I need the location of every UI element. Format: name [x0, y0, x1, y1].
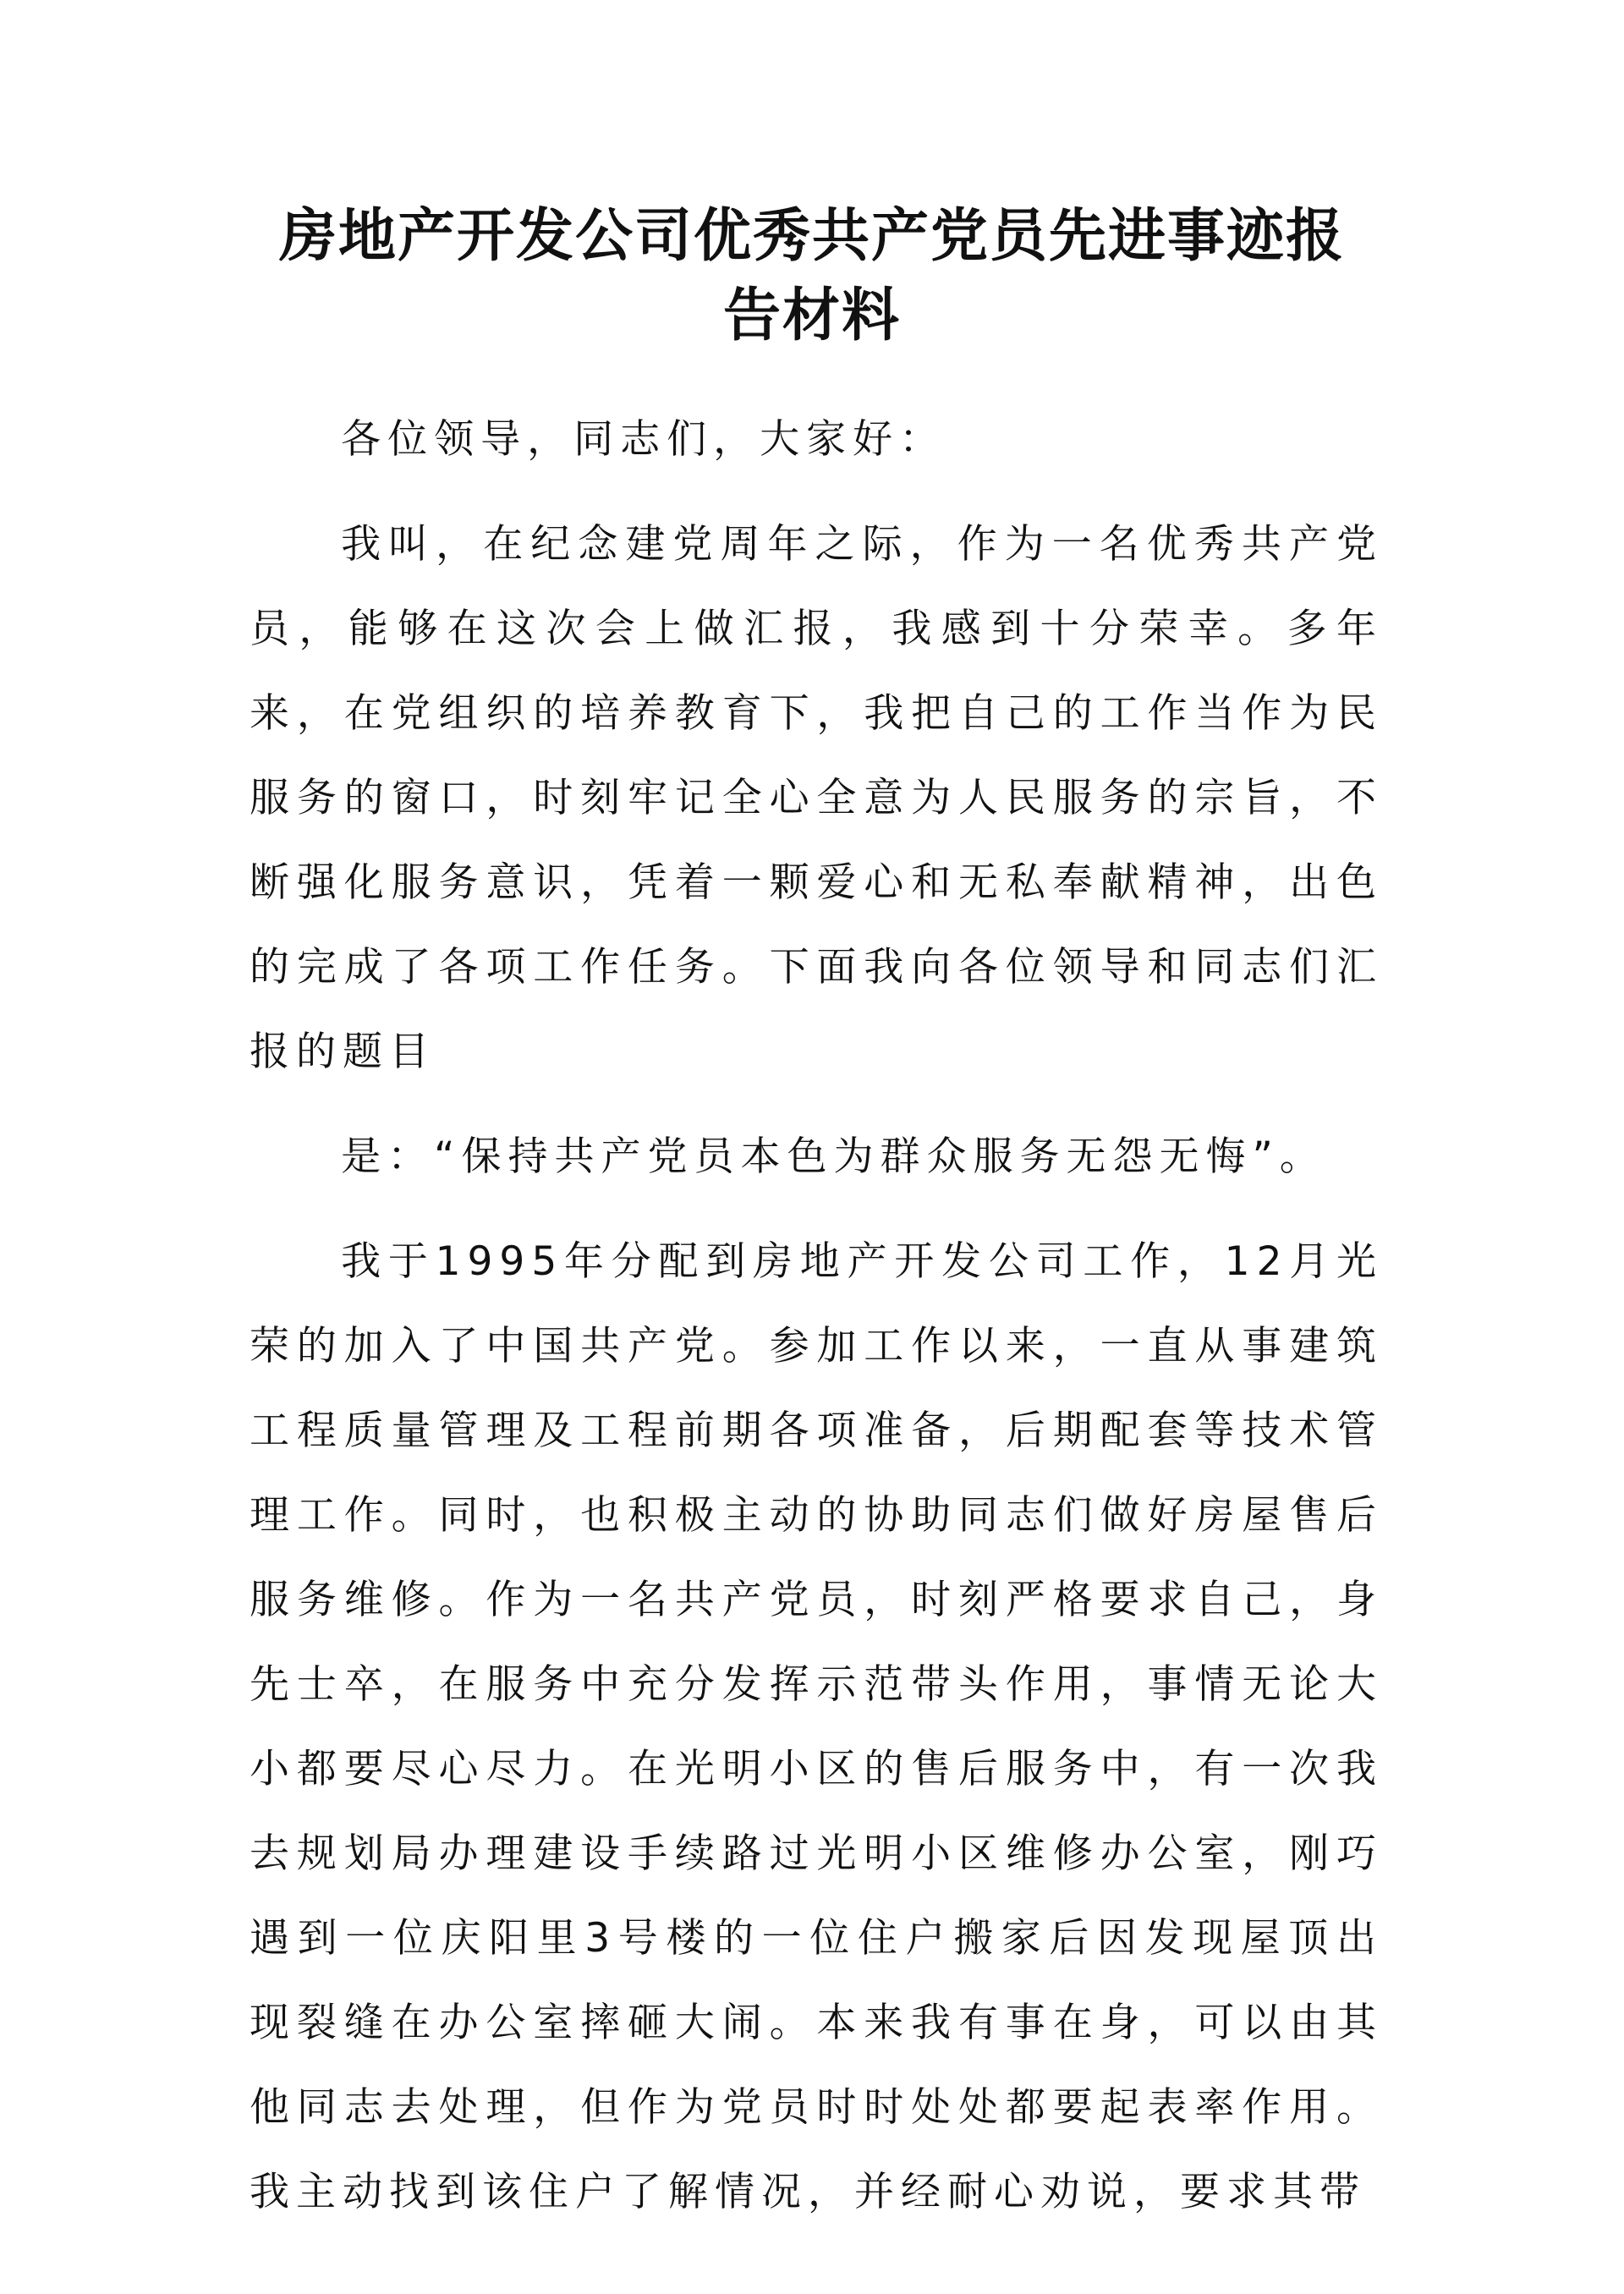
experience-paragraph: 我于1995年分配到房地产开发公司工作，12月光荣的加入了中国共产党。参加工作以来，一直从事建筑工程质量管理及工程前期各项准备，后期配套等技术管理工作。同时，也积极主动的协助同志们做好房屋售后服务维修。作为一名共产党员，时刻严格要求自己，身先士卒，在服务中充分发挥示范带头作用，事情无论大小都要尽心尽力。在光明小区的售后服务中，有一次我去规划局办理建设手续路过光明小区维修办公室，刚巧遇到一位庆阳里3号楼的一位住户搬家后因发现屋顶出现裂缝在办公室摔砸大闹。本来我有事在身，可以由其他同志去处理，但作为党员时时处处都要起表率作用。我主动找到该住户了解情况，并经耐心劝说，要求其带: [250, 1238, 1383, 2215]
intro-paragraph: 我叫，在纪念建党周年之际，作为一名优秀共产党员，能够在这次会上做汇报，我感到十分荣幸。多年来，在党组织的培养教育下，我把自己的工作当作为民服务的窗口，时刻牢记全心全意为人民服务的宗旨，不断强化服务意识，凭着一颗爱心和无私奉献精神，出色的完成了各项工作任务。下面我向各位领导和同志们汇报的题目: [250, 521, 1383, 1075]
document-body: [250, 398, 1383, 2255]
greeting-paragraph: 各位领导，同志们，大家好：: [341, 416, 946, 463]
topic-paragraph: 是：“保持共产党员本色为群众服务无怨无悔”。: [341, 1133, 1326, 1180]
document-title: 房地产开发公司优秀共产党员先进事迹报告材料: [278, 202, 1345, 349]
